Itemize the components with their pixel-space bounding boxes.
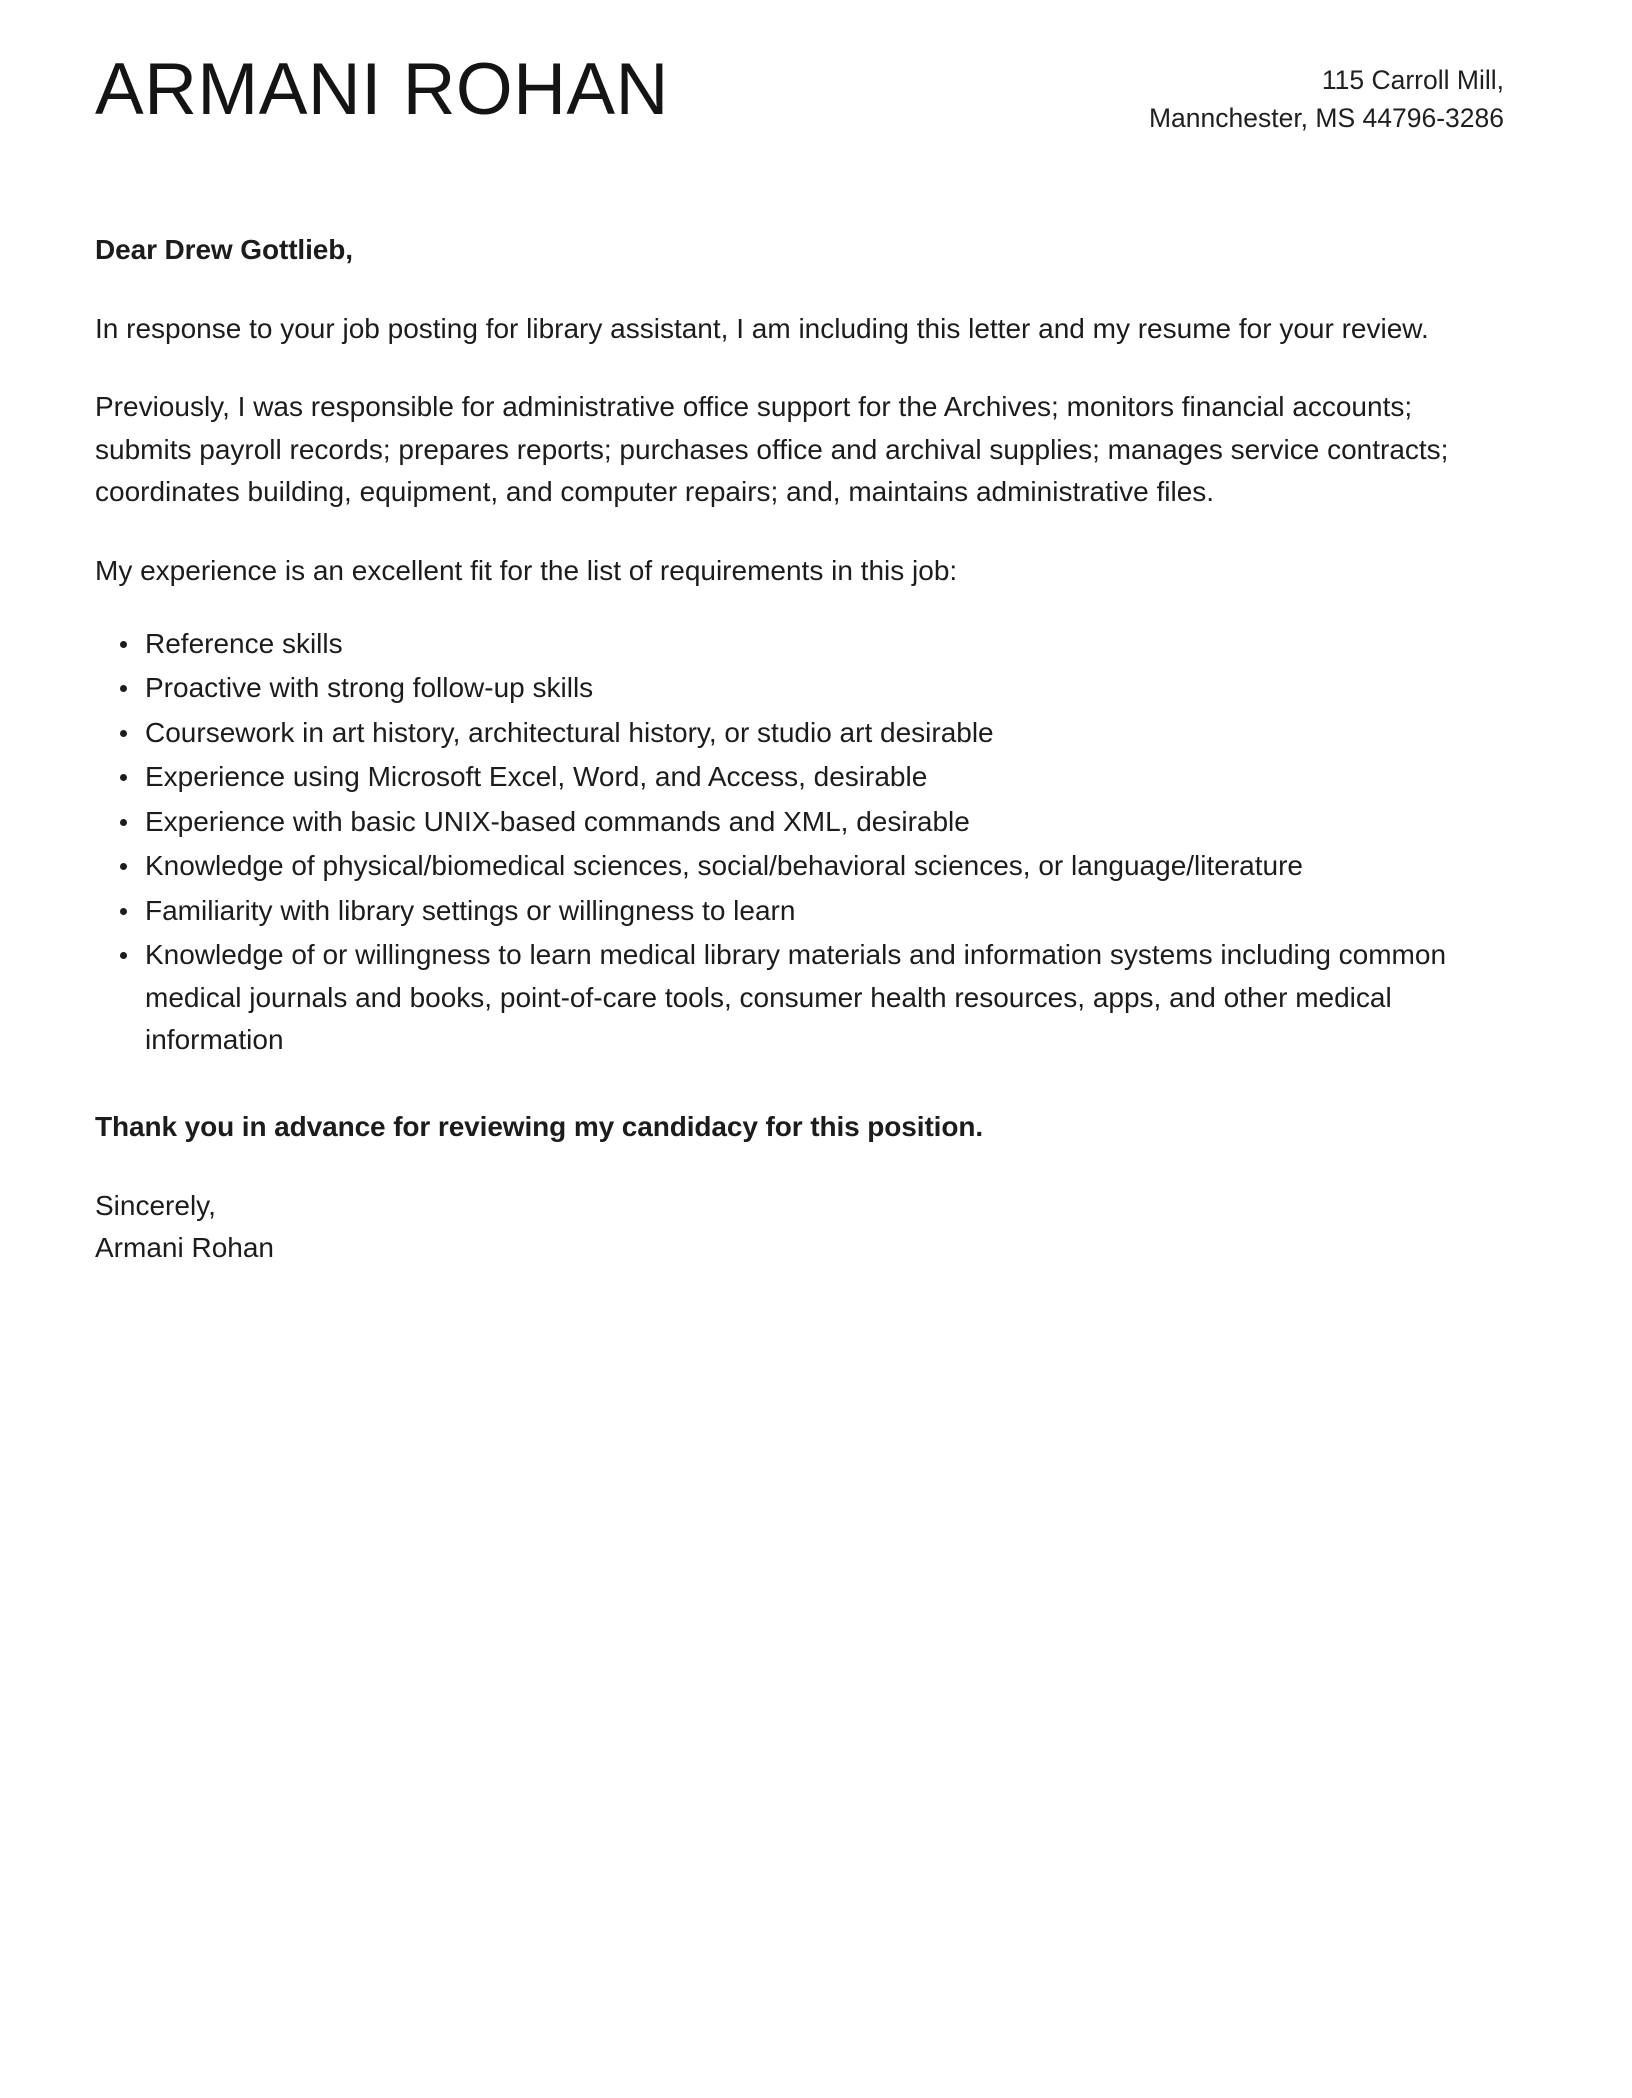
body-paragraph-1: In response to your job posting for library assistant, I am including this letter and my resume for your review. xyxy=(95,312,1429,344)
closing-statement: Thank you in advance for reviewing my candidacy for this position. xyxy=(95,1111,984,1142)
salutation: Dear Drew Gottlieb, xyxy=(95,234,353,266)
address-line-2: Mannchester, MS 44796-3286 xyxy=(1148,102,1504,133)
candidate-name: ARMANI ROHAN xyxy=(95,49,669,130)
list-item: Experience using Microsoft Excel, Word, and Access, desirable xyxy=(95,756,1502,799)
valediction: Sincerely, xyxy=(95,1189,216,1221)
requirements-list xyxy=(95,623,1502,1062)
list-item: Experience with basic UNIX-based commands and XML, desirable xyxy=(95,801,1502,844)
requirements-intro: My experience is an excellent fit for the list of requirements in this job: xyxy=(95,554,958,586)
signature-block xyxy=(95,1185,1502,1270)
list-item: Knowledge of physical/biomedical sciences, social/behavioral sciences, or language/literature xyxy=(95,845,1502,888)
list-item: Proactive with strong follow-up skills xyxy=(95,667,1502,710)
list-item: Knowledge of or willingness to learn medical library materials and information systems including common medical journals and books, point-of-care tools, consumer health resources, apps, and other medical information xyxy=(95,934,1502,1062)
letter-body xyxy=(0,229,1632,1269)
body-paragraph-2: Previously, I was responsible for administrative office support for the Archives; monitors financial accounts; submits payroll records; prepares reports; purchases office and archival supplies; manages service contracts; coordinates building, equipment, and computer repairs; and, maintains administrative files. xyxy=(95,391,1449,508)
contact-block xyxy=(1149,52,1504,137)
list-item: Familiarity with library settings or willingness to learn xyxy=(95,890,1502,933)
list-item: Coursework in art history, architectural history, or studio art desirable xyxy=(95,712,1502,755)
address-line-1: 115 Carroll Mill, xyxy=(1321,65,1504,95)
letter-header xyxy=(0,0,1632,137)
list-item: Reference skills xyxy=(95,623,1502,666)
signature-name: Armani Rohan xyxy=(95,1232,274,1264)
